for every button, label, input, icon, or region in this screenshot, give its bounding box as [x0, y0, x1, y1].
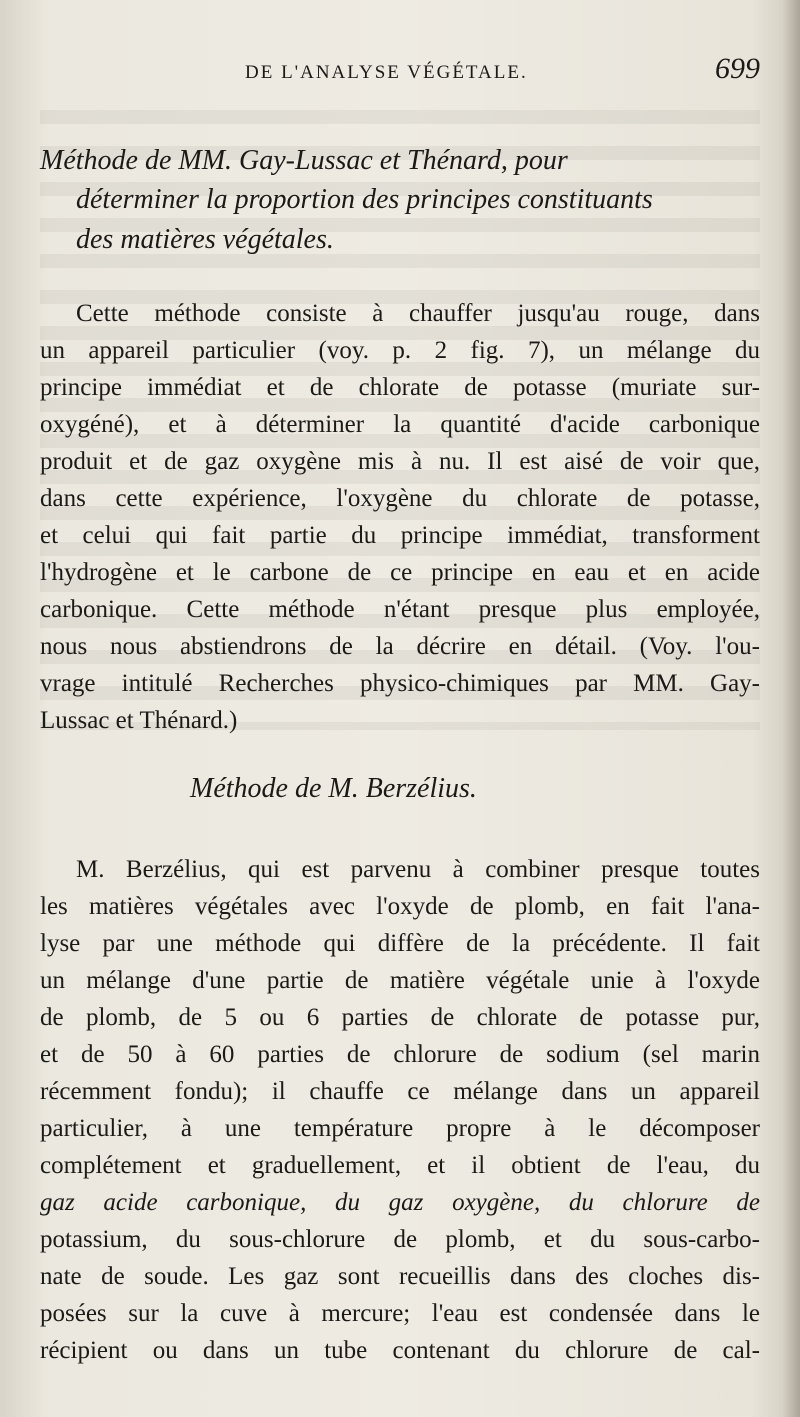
running-head: DE L'ANALYSE VÉGÉTALE. — [245, 62, 528, 83]
paragraph-line: vrage intitulé Recherches physico-chimiques par MM. Gay- — [40, 670, 760, 697]
paragraph-line: oxygéné), et à déterminer la quantité d'acide carbonique — [40, 411, 760, 438]
paragraph-line: nous nous abstiendrons de la décrire en détail. (Voy. l'ou- — [40, 633, 760, 660]
paragraph-line: l'hydrogène et le carbone de ce principe en eau et en acide — [40, 559, 760, 586]
paragraph-line: de plomb, de 5 ou 6 parties de chlorate de potasse pur, — [40, 1004, 760, 1031]
paragraph-line: Cette méthode consiste à chauffer jusqu'au rouge, dans — [76, 300, 760, 327]
paragraph-line: lyse par une méthode qui diffère de la précédente. Il fait — [40, 930, 760, 957]
section-title-berzelius: Méthode de M. Berzélius. — [190, 773, 477, 804]
paragraph-line: M. Berzélius, qui est parvenu à combiner presque toutes — [76, 856, 760, 883]
paragraph-line: principe immédiat et de chlorate de potasse (muriate sur- — [40, 374, 760, 401]
paragraph-line: produit et de gaz oxygène mis à nu. Il est aisé de voir que, — [40, 448, 760, 475]
title-line: des matières végétales. — [76, 224, 334, 255]
paragraph-line: récipient ou dans un tube contenant du chlorure de cal- — [40, 1337, 760, 1364]
paragraph-line: dans cette expérience, l'oxygène du chlorate de potasse, — [40, 485, 760, 512]
paragraph-line: gaz acide carbonique, du gaz oxygène, du chlorure de — [40, 1189, 760, 1216]
title-line: déterminer la proportion des principes constituants — [76, 184, 653, 215]
page-number: 699 — [715, 52, 760, 85]
paragraph-line: potassium, du sous-chlorure de plomb, et du sous-carbo- — [40, 1226, 760, 1253]
paragraph-line: posées sur la cuve à mercure; l'eau est condensée dans le — [40, 1300, 760, 1327]
paragraph-line: complétement et graduellement, et il obtient de l'eau, du — [40, 1152, 760, 1179]
title-line: Méthode de MM. Gay-Lussac et Thénard, pour — [40, 145, 568, 176]
paragraph-line: un mélange d'une partie de matière végétale unie à l'oxyde — [40, 967, 760, 994]
paragraph-line: carbonique. Cette méthode n'étant presque plus employée, — [40, 596, 760, 623]
page-header — [40, 52, 760, 92]
page-edge-shadow — [782, 0, 800, 1417]
paragraph-line: nate de soude. Les gaz sont recueillis dans des cloches dis- — [40, 1263, 760, 1290]
paragraph-line: et de 50 à 60 parties de chlorure de sodium (sel marin — [40, 1041, 760, 1068]
paragraph-line: particulier, à une température propre à le décomposer — [40, 1115, 760, 1142]
paragraph-line: Lussac et Thénard.) — [40, 707, 238, 734]
paragraph-line: un appareil particulier (voy. p. 2 fig. 7), un mélange du — [40, 337, 760, 364]
paragraph-line: récemment fondu); il chauffe ce mélange dans un appareil — [40, 1078, 760, 1105]
paragraph-line: et celui qui fait partie du principe immédiat, transforment — [40, 522, 760, 549]
paragraph-line: les matières végétales avec l'oxyde de plomb, en fait l'ana- — [40, 893, 760, 920]
